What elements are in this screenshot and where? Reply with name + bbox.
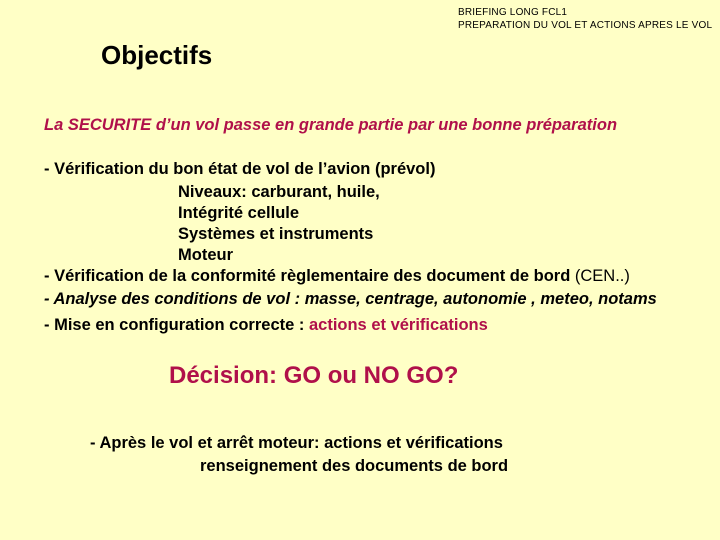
check-conformity-suffix: (CEN..)	[570, 267, 630, 285]
header-line-2: PREPARATION DU VOL ET ACTIONS APRES LE VOL	[458, 20, 713, 31]
intro-statement: La SECURITE d’un vol passe en grande partie par une bonne préparation	[44, 116, 618, 134]
decision-heading: Décision: GO ou NO GO?	[169, 362, 459, 389]
check-preflight: - Vérification du bon état de vol de l’avion (prévol)	[44, 160, 436, 178]
after-flight-line-1: - Après le vol et arrêt moteur: actions et vérifications	[90, 434, 503, 452]
after-flight-line-2: renseignement des documents de bord	[200, 457, 509, 475]
check-item-systems: Systèmes et instruments	[178, 225, 374, 243]
check-conformity-text: - Vérification de la conformité règlementaire des document de bord	[44, 267, 571, 285]
check-configuration-text: - Mise en configuration correcte :	[44, 316, 309, 334]
check-configuration	[44, 316, 488, 335]
check-configuration-highlight: actions et vérifications	[308, 316, 488, 334]
page-title: Objectifs	[101, 40, 213, 70]
check-conformity	[44, 267, 630, 286]
check-item-engine: Moteur	[178, 246, 233, 264]
header-line-1: BRIEFING LONG FCL1	[458, 7, 568, 18]
check-item-airframe: Intégrité cellule	[178, 204, 300, 222]
check-item-levels: Niveaux: carburant, huile,	[178, 183, 380, 201]
check-analysis: - Analyse des conditions de vol : masse, centrage, autonomie , meteo, notams	[44, 290, 657, 308]
